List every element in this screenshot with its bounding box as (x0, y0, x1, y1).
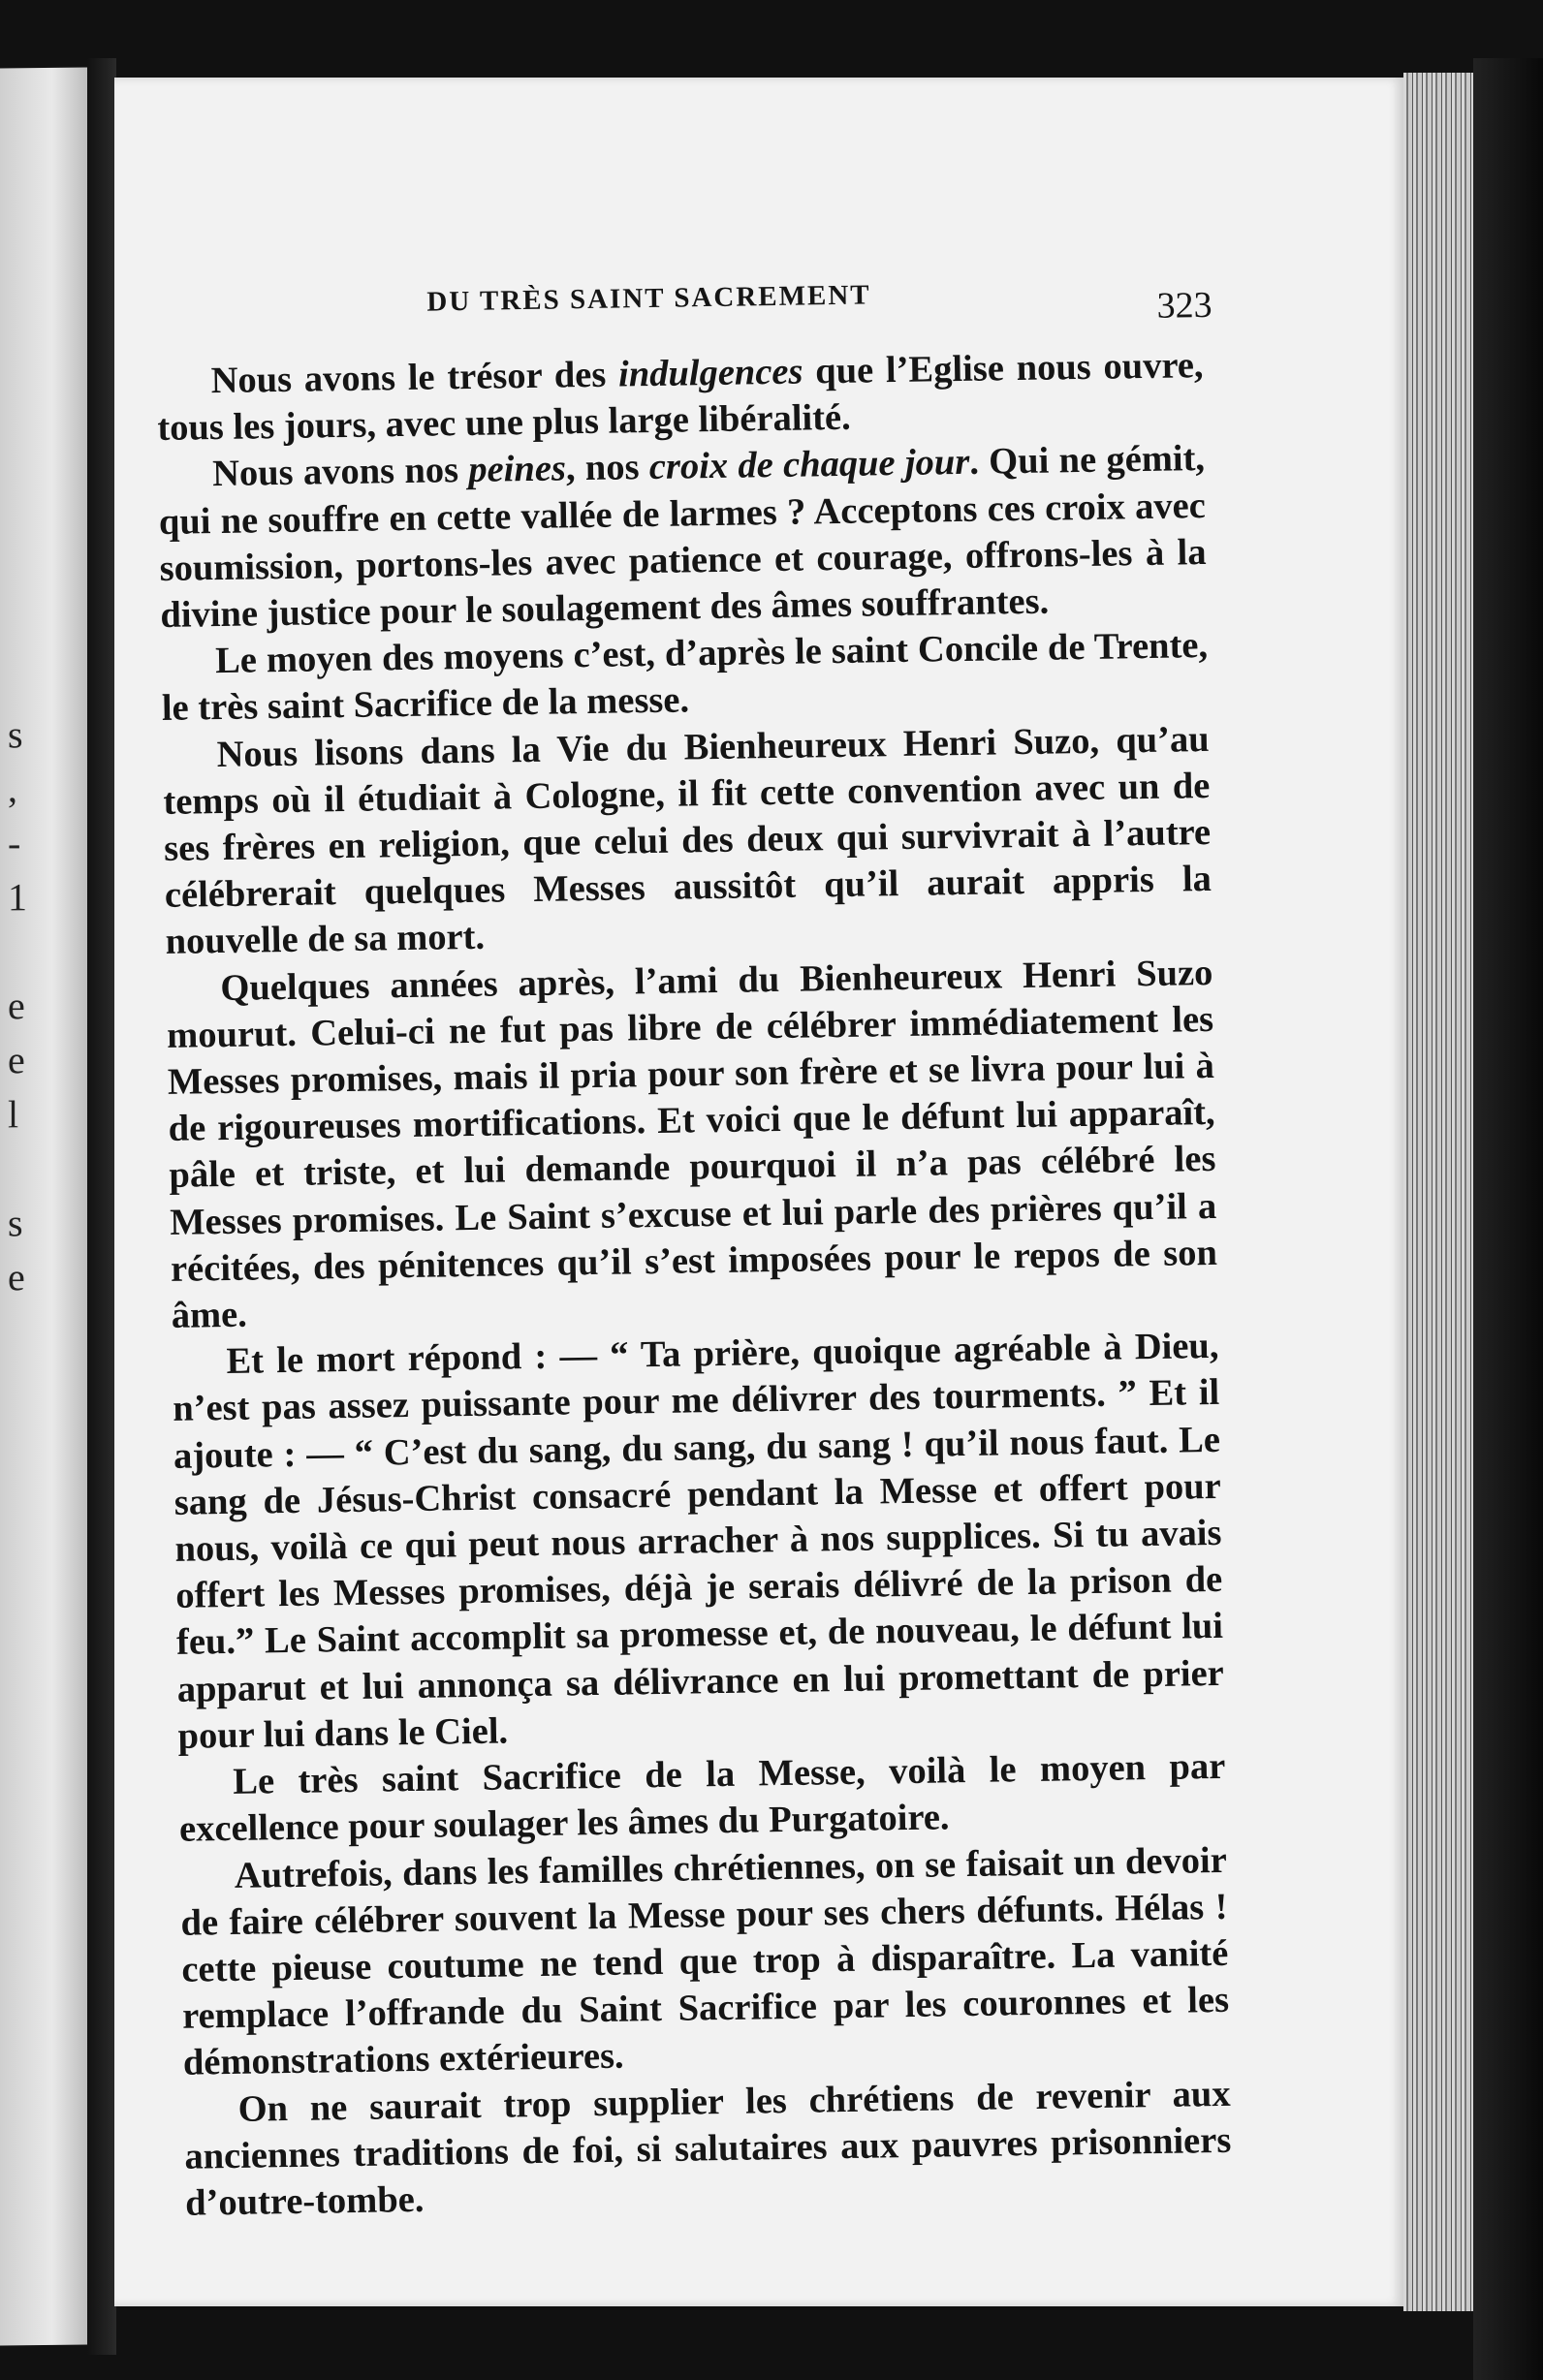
paragraph (156, 342, 1204, 452)
text-run: Nous avons le trésor des (210, 354, 619, 402)
text-run: Nous lisons dans la Vie du Bienheureux Henri Suzo, qu’au temps où il étudiait à Cologne, il fit cette convention avec un de ses frères en religion, que celui des deux qui survivrait à l’autre célébrerait quelques Messes aussitôt qu’il aurait appris la nouvelle de sa mort. (163, 718, 1212, 963)
facing-page-char: e (8, 984, 25, 1028)
body-text (156, 342, 1232, 2227)
page-content (155, 265, 1232, 2227)
scan-background (1473, 58, 1543, 2380)
facing-page-edge (0, 68, 87, 2346)
paragraph (158, 435, 1208, 639)
italic-text: croix de chaque jour (648, 442, 970, 488)
text-run: On ne saurait trop supplier les chrétiens de revenir aux anciennes traditions de foi, si salutaires aux pauvres prisonniers d’outre-tombe. (184, 2073, 1232, 2224)
text-run: Le moyen des moyens c’est, d’après le saint Concile de Trente, le très saint Sacrifice de la messe. (161, 625, 1209, 730)
paragraph (179, 1836, 1230, 2086)
facing-page-char: s (8, 712, 23, 757)
facing-page-char: e (8, 1255, 25, 1300)
text-run: Quelques années après, l’ami du Bienheureux Henri Suzo mourut. Celui-ci ne fut pas libre de célébrer immédiatement les Messes promises, mais il pria pour son frère et se livra pour lui à de rigoureuses mortifications. Et voici que le défunt lui apparaît, pâle et triste, et lui demande pourquoi il n’a pas célébré les Messes promises. Le Saint s’excuse et lui parle des prières qu’il a récitées, des pénitences qu’il s’est imposées pour le repos de son âme. (166, 952, 1218, 1336)
paragraph (162, 716, 1212, 966)
text-run: que l’Eglise nous ouvre, tous les jours, avec une plus large libéralité. (157, 345, 1204, 450)
facing-page-char: - (8, 821, 21, 865)
facing-page-char: , (8, 767, 17, 811)
text-run: Autrefois, dans les familles chrétiennes, on se faisait un devoir de faire célébrer souvent la Messe pour ses chers défunts. Hélas ! cette pieuse coutume ne tend que trop à disparaître. La vanité remplace l’offrande du Saint Sacrifice par les couronnes et les démonstrations extérieures. (180, 1839, 1230, 2084)
paragraph (166, 950, 1218, 1340)
facing-page-char: l (8, 1092, 19, 1137)
paragraph (178, 1743, 1226, 1853)
running-head (155, 265, 1212, 359)
running-title: DU TRÈS SAINT SACREMENT (426, 279, 871, 318)
text-run: . Qui ne gémit, qui ne souffre en cette vallée de larmes ? Acceptons ces croix avec soumission, portons-les avec patience et courage, offrons-les à la divine justice pour le soulagement des âmes souffrantes. (158, 438, 1207, 636)
text-run: Et le mort répond : — “ Ta prière, quoique agréable à Dieu, n’est pas assez puissante pour me délivrer des tourments. ” Et il ajoute : — “ C’est du sang, du sang, du sang ! qu’il nous faut. Le sang de Jésus-Christ consacré pendant la Messe et offert pour nous, voilà ce qui peut nous arracher à nos supplices. Si tu avais offert les Messes promises, déjà je serais délivré de la prison de feu.” Le Saint accomplit sa promesse et, de nouveau, le défunt lui apparut et lui annonça sa délivrance en lui promettant de prier pour lui dans le Ciel. (172, 1326, 1225, 1757)
facing-page-fragments (8, 707, 47, 1304)
text-run: , nos (565, 447, 650, 489)
facing-page-char: e (8, 1038, 25, 1082)
facing-page-char (8, 1142, 47, 1196)
italic-text: peines (468, 448, 567, 491)
facing-page-char: s (8, 1201, 23, 1245)
text-run: Nous avons nos (211, 450, 469, 495)
facing-page-char (8, 924, 47, 979)
paragraph (161, 622, 1209, 732)
paragraph (172, 1323, 1225, 1760)
italic-text: indulgences (617, 351, 803, 395)
book-gutter (87, 58, 116, 2355)
text-run: Le très saint Sacrifice de la Messe, voilà le moyen par excellence pour soulager les âmes du Purgatoire. (178, 1745, 1226, 1851)
paragraph (183, 2070, 1232, 2227)
page-edges (1403, 73, 1473, 2311)
page-number: 323 (1156, 284, 1212, 327)
facing-page-char: 1 (8, 875, 27, 920)
